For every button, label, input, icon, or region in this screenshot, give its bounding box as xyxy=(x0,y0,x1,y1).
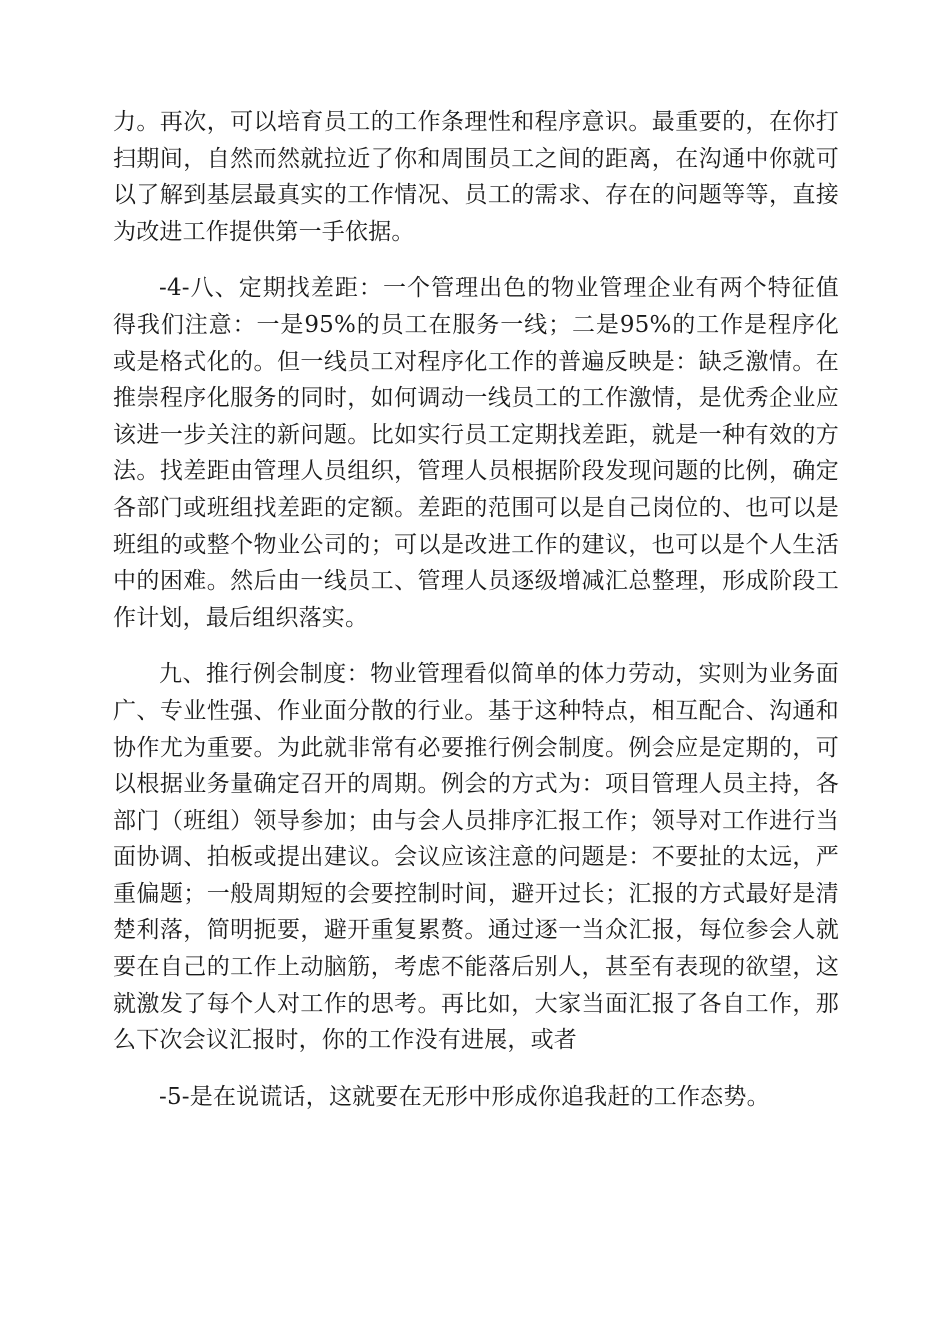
paragraph-2-section-eight: -4-八、定期找差距：一个管理出色的物业管理企业有两个特征值得我们注意：一是95%的员工在服务一线；二是95%的工作是程序化或是格式化的。但一线员工对程序化工作的普遍反映是：缺乏激情。在推崇程序化服务的同时，如何调动一线员工的工作激情，是优秀企业应该进一步关注的新问题。比如实行员工定期找差距，就是一种有效的方法。找差距由管理人员组织，管理人员根据阶段发现问题的比例，确定各部门或班组找差距的定额。差距的范围可以是自己岗位的、也可以是班组的或整个物业公司的；可以是改进工作的建议，也可以是个人生活中的困难。然后由一线员工、管理人员逐级增减汇总整理，形成阶段工作计划，最后组织落实。 xyxy=(113,275,839,631)
document-body xyxy=(113,104,839,1135)
paragraph-1: 力。再次，可以培育员工的工作条理性和程序意识。最重要的，在你打扫期间，自然而然就拉近了你和周围员工之间的距离，在沟通中你就可以了解到基层最真实的工作情况、员工的需求、存在的问题等等，直接为改进工作提供第一手依据。 xyxy=(113,109,839,245)
paragraph-4: -5-是在说谎话，这就要在无形中形成你追我赶的工作态势。 xyxy=(159,1083,770,1110)
paragraph-3-section-nine: 九、推行例会制度：物业管理看似简单的体力劳动，实则为业务面广、专业性强、作业面分散的行业。基于这种特点，相互配合、沟通和协作尤为重要。为此就非常有必要推行例会制度。例会应是定期的，可以根据业务量确定召开的周期。例会的方式为：项目管理人员主持，各部门（班组）领导参加；由与会人员排序汇报工作；领导对工作进行当面协调、拍板或提出建议。会议应该注意的问题是：不要扯的太远，严重偏题；一般周期短的会要控制时间，避开过长；汇报的方式最好是清楚利落，简明扼要，避开重复累赘。通过逐一当众汇报，每位参会人就要在自己的工作上动脑筋，考虑不能落后别人，甚至有表现的欲望，这就激发了每个人对工作的思考。再比如，大家当面汇报了各自工作，那么下次会议汇报时，你的工作没有进展，或者 xyxy=(113,661,839,1054)
